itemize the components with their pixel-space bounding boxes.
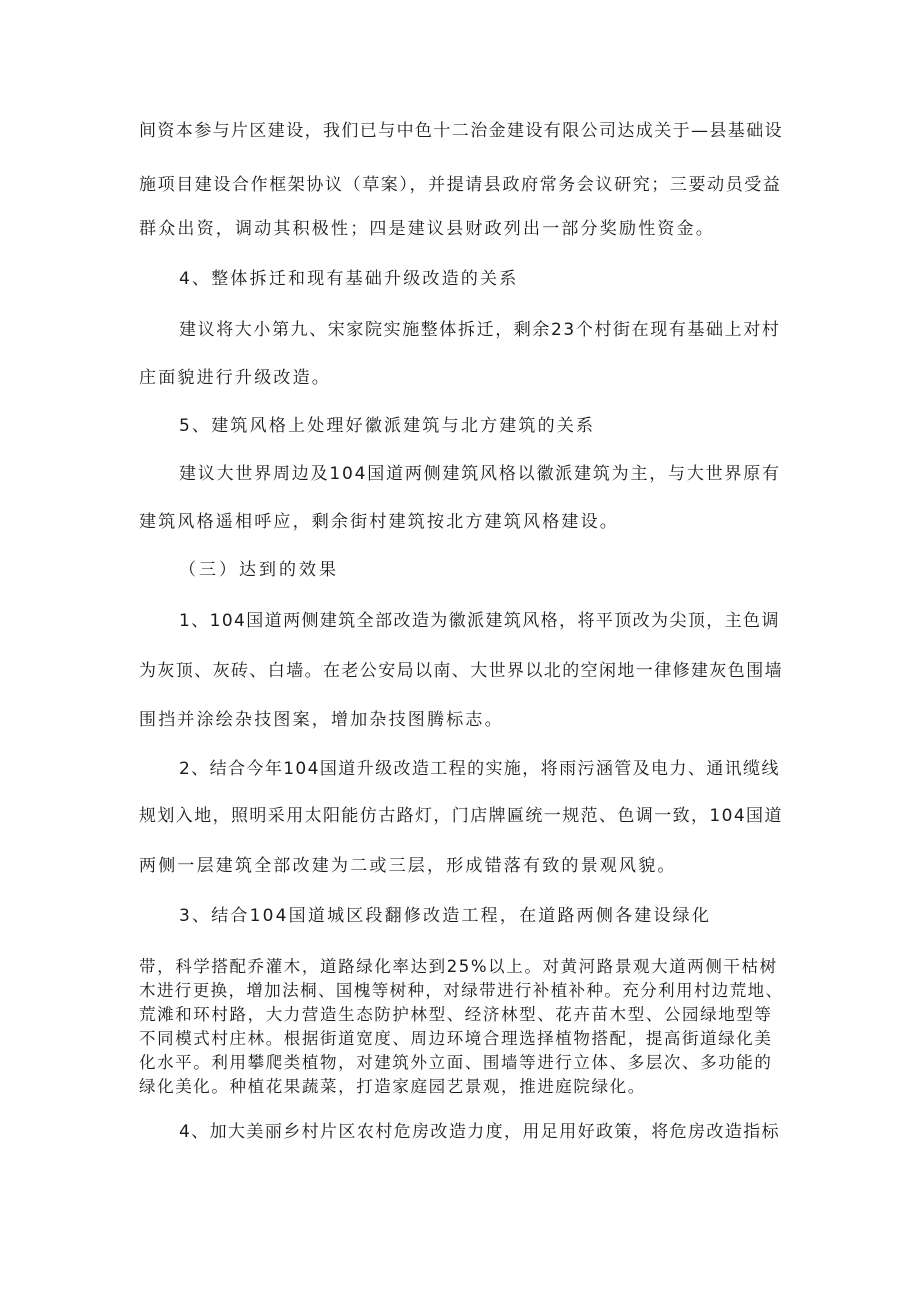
paragraph-line: 绿化美化。种植花果蔬菜，打造家庭园艺景观，推进庭院绿化。 — [139, 1077, 646, 1096]
paragraph-line: 不同模式村庄林。根据街道宽度、周边环境合理选择植物搭配，提高街道绿化美 — [139, 1029, 773, 1048]
paragraph-line: 建议将大小第九、宋家院实施整体拆迁，剩余23个村街在现有基础上对村 — [179, 320, 781, 340]
paragraph-line: 间资本参与片区建设，我们已与中色十二治金建设有限公司达成关于—县基础设 — [139, 121, 783, 141]
paragraph-line: 群众出资，调动其积极性；四是建议县财政列出一部分奖励性资金。 — [139, 219, 715, 239]
paragraph-line: 庄面貌进行升级改造。 — [139, 368, 331, 388]
section-heading-4: 4、整体拆迁和现有基础升级改造的关系 — [179, 269, 519, 289]
paragraph-line: 2、结合今年104国道升级改造工程的实施，将雨污涵管及电力、通讯缆线 — [179, 759, 780, 779]
paragraph-line: 3、结合104国道城区段翻修改造工程，在道路两侧各建设绿化 — [179, 906, 712, 926]
paragraph-line: 为灰顶、灰砖、白墙。在老公安局以南、大世界以北的空闲地一律修建灰色围墙 — [139, 661, 783, 681]
section-heading-5: 5、建筑风格上处理好徽派建筑与北方建筑的关系 — [179, 416, 596, 436]
paragraph-line: 施项目建设合作框架协议（草案），并提请县政府常务会议研究；三要动员受益 — [139, 175, 782, 195]
paragraph-line: 围挡并涂绘杂技图案，增加杂技图腾标志。 — [139, 710, 504, 730]
paragraph-line: 1、104国道两侧建筑全部改造为徽派建筑风格，将平顶改为尖顶，主色调 — [179, 611, 780, 631]
paragraph-line: 两侧一层建筑全部改建为二或三层，形成错落有致的景观风貌。 — [139, 856, 677, 876]
paragraph-line: 建议大世界周边及104国道两侧建筑风格以徽派建筑为主，与大世界原有 — [179, 464, 781, 484]
paragraph-line: 带，科学搭配乔灌木，道路绿化率达到25%以上。对黄河路景观大道两侧干枯树 — [139, 957, 778, 976]
paragraph-line: 建筑风格遥相呼应，剩余街村建筑按北方建筑风格建设。 — [139, 512, 619, 532]
paragraph-line: 4、加大美丽乡村片区农村危房改造力度，用足用好政策，将危房改造指标 — [179, 1122, 781, 1142]
paragraph-line: 规划入地，照明采用太阳能仿古路灯，门店牌匾统一规范、色调一致，104国道 — [139, 806, 783, 826]
paragraph-line: 化水平。利用攀爬类植物，对建筑外立面、围墙等进行立体、多层次、多功能的 — [139, 1053, 773, 1072]
paragraph-line: 木进行更换，增加法桐、国槐等树种，对绿带进行补植补种。充分利用村边荒地、 — [139, 981, 784, 1000]
section-heading-effects: （三）达到的效果 — [179, 560, 339, 580]
paragraph-line: 荒滩和环村路，大力营造生态防护林型、经济林型、花卉苗木型、公园绿地型等 — [139, 1005, 773, 1024]
